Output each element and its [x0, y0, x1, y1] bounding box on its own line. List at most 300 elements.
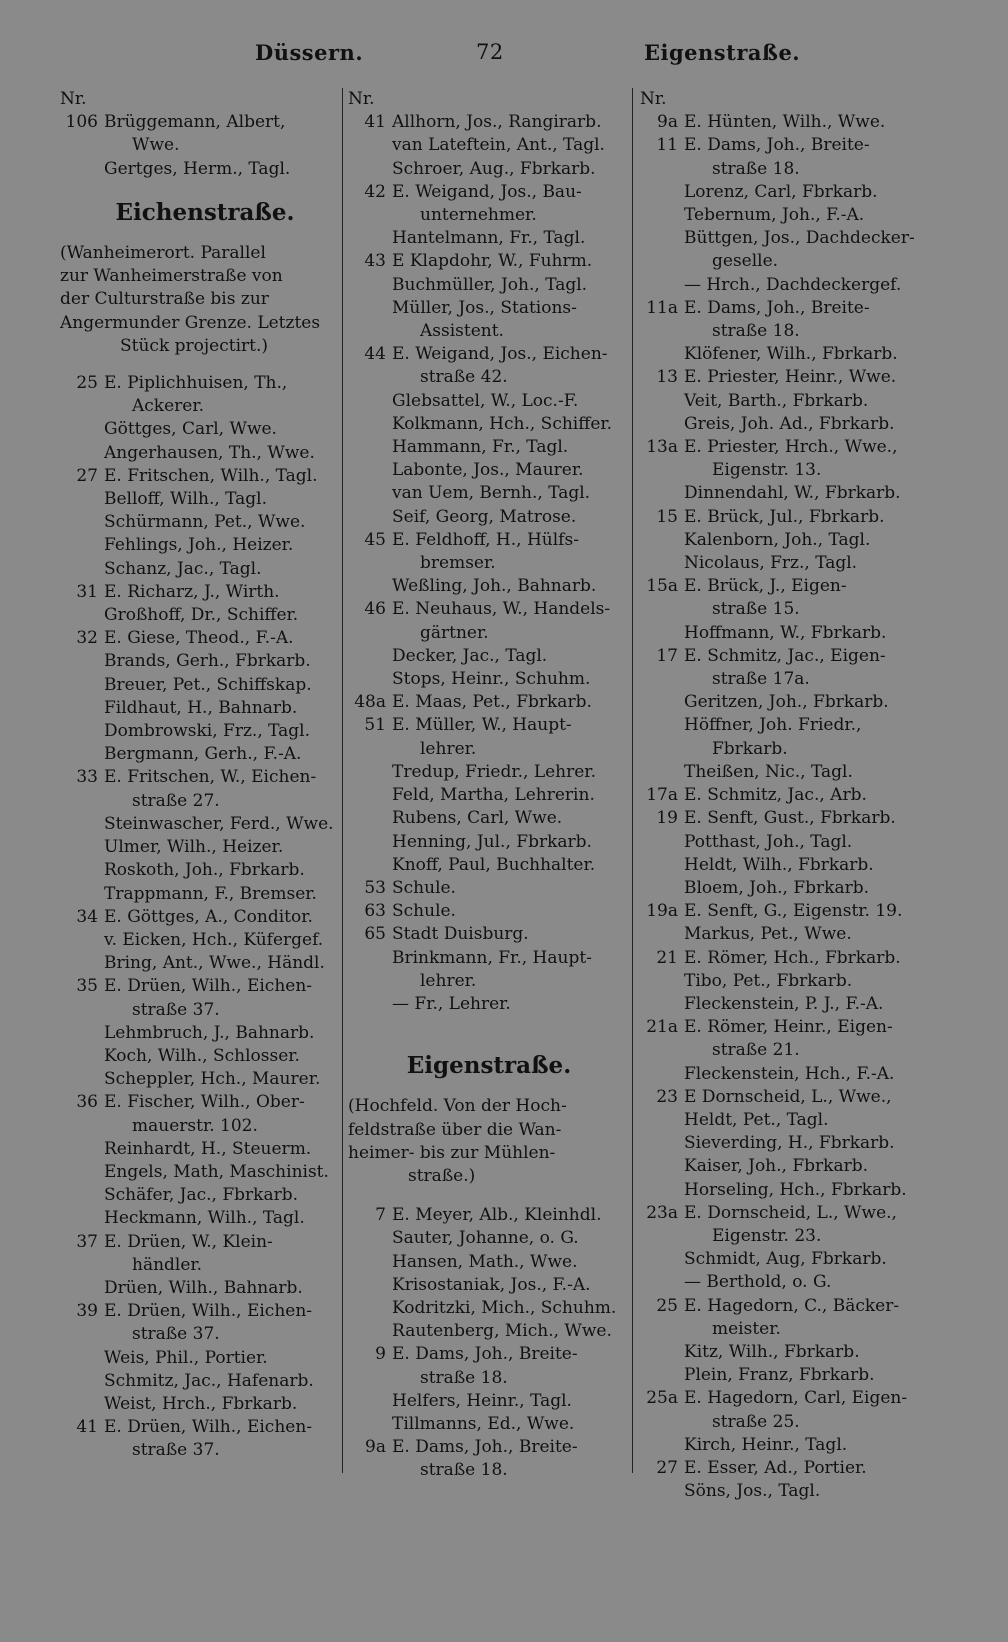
resident-text: Buchmüller, Joh., Tagl.: [392, 274, 588, 295]
house-number: 42: [364, 181, 386, 202]
house-number: [60, 813, 104, 836]
house-number: [640, 390, 684, 413]
resident-text: Lehmbruch, J., Bahnarb.: [104, 1022, 315, 1043]
house-number: [60, 488, 104, 511]
list-item: [348, 923, 630, 946]
house-number: [348, 506, 392, 529]
house-number: [348, 482, 392, 505]
list-item: [60, 790, 350, 813]
resident-text: E. Dams, Joh., Breite-: [392, 1344, 578, 1365]
list-item: [640, 506, 930, 529]
resident-text: Schürmann, Pet., Wwe.: [104, 512, 306, 533]
resident-text: Trappmann, F., Bremser.: [104, 883, 317, 904]
resident-text: Weist, Hrch., Fbrkarb.: [104, 1393, 298, 1414]
resident-text: — Hrch., Dachdeckergef.: [684, 274, 902, 295]
list-item: [60, 999, 350, 1022]
list-item: [348, 668, 630, 691]
resident-text: Brinkmann, Fr., Haupt-: [392, 947, 592, 968]
house-number: 27: [656, 1457, 678, 1478]
resident-text: Koch, Wilh., Schlosser.: [104, 1045, 300, 1066]
house-number: [348, 1274, 392, 1297]
list-item: [640, 714, 930, 737]
list-item: [60, 418, 350, 441]
resident-text: mauerstr. 102.: [132, 1115, 258, 1136]
resident-text: Ulmer, Wilh., Heizer.: [104, 837, 284, 858]
list-item: [348, 1459, 630, 1482]
resident-text: E. Schmitz, Jac., Arb.: [684, 785, 867, 806]
resident-text: Bloem, Joh., Fbrkarb.: [684, 877, 870, 898]
house-number: [640, 529, 684, 552]
resident-text: — Fr., Lehrer.: [392, 993, 511, 1014]
house-number: [348, 134, 392, 157]
resident-text: straße 27.: [132, 790, 220, 811]
house-number: [640, 343, 684, 366]
resident-text: E Klapdohr, W., Fuhrm.: [392, 251, 593, 272]
resident-text: Fehlings, Joh., Heizer.: [104, 535, 294, 556]
house-number: 15: [656, 506, 678, 527]
resident-text: Steinwascher, Ferd., Wwe.: [104, 813, 334, 834]
resident-text: Söns, Jos., Tagl.: [684, 1481, 821, 1502]
resident-text: E. Meyer, Alb., Kleinhdl.: [392, 1205, 602, 1226]
resident-text: Seif, Georg, Matrose.: [392, 506, 577, 527]
list-item: [640, 831, 930, 854]
house-number: [60, 511, 104, 534]
list-item: [348, 575, 630, 598]
list-item: [348, 436, 630, 459]
resident-text: E. Fischer, Wilh., Ober-: [104, 1092, 305, 1113]
house-number: [60, 134, 104, 157]
resident-text: Roskoth, Joh., Fbrkarb.: [104, 860, 305, 881]
list-item: [640, 1341, 930, 1364]
resident-text: Hantelmann, Fr., Tagl.: [392, 228, 586, 249]
house-number: [60, 1068, 104, 1091]
house-number: 33: [76, 767, 98, 788]
resident-text: Kirch, Heinr., Tagl.: [684, 1434, 848, 1455]
list-item: [60, 395, 350, 418]
list-item: [640, 227, 930, 250]
list-item: [348, 714, 630, 737]
list-item: [60, 558, 350, 581]
resident-text: van Uem, Bernh., Tagl.: [392, 483, 591, 504]
list-item: [640, 1039, 930, 1062]
resident-text: E. Drüen, Wilh., Eichen-: [104, 976, 313, 997]
list-item: [348, 993, 630, 1016]
list-item: [640, 1248, 930, 1271]
house-number: [348, 274, 392, 297]
resident-text: Kitz, Wilh., Fbrkarb.: [684, 1341, 860, 1362]
list-item: [60, 372, 350, 395]
column-2: [348, 88, 630, 1483]
house-number: 45: [364, 529, 386, 550]
list-item: [640, 993, 930, 1016]
list-item: [640, 204, 930, 227]
list-item: [60, 1347, 350, 1370]
list-item: [640, 274, 930, 297]
resident-text: Dinnendahl, W., Fbrkarb.: [684, 483, 901, 504]
house-number: [60, 442, 104, 465]
house-number: 41: [364, 112, 386, 133]
house-number: [60, 1184, 104, 1207]
house-number: [348, 645, 392, 668]
resident-text: unternehmer.: [420, 205, 537, 226]
list-item: [640, 1318, 930, 1341]
house-number: [348, 459, 392, 482]
house-number: [348, 1459, 392, 1482]
house-number: 34: [76, 906, 98, 927]
resident-text: straße 21.: [712, 1040, 800, 1061]
resident-text: händler.: [132, 1254, 203, 1275]
house-number: [348, 1227, 392, 1250]
resident-text: gärtner.: [420, 622, 489, 643]
list-item: [60, 111, 350, 134]
resident-text: Hansen, Math., Wwe.: [392, 1251, 578, 1272]
list-item: [60, 1323, 350, 1346]
resident-text: straße 17a.: [712, 669, 810, 690]
list-item: [348, 204, 630, 227]
resident-text: Göttges, Carl, Wwe.: [104, 419, 277, 440]
list-item: [640, 575, 930, 598]
house-number: [60, 697, 104, 720]
house-number: [640, 1039, 684, 1062]
house-number: 46: [364, 599, 386, 620]
resident-text: Theißen, Nic., Tagl.: [684, 761, 853, 782]
nr-label: Nr.: [640, 89, 667, 109]
house-number: 25: [656, 1295, 678, 1316]
list-item: [348, 111, 630, 134]
description-line: der Culturstraße bis zur: [60, 289, 269, 310]
resident-text: Potthast, Joh., Tagl.: [684, 831, 853, 852]
list-item: [348, 598, 630, 621]
resident-text: E. Müller, W., Haupt-: [392, 715, 572, 736]
house-number: [640, 227, 684, 250]
list-item: [640, 1364, 930, 1387]
list-item: [60, 743, 350, 766]
resident-text: Schule.: [392, 877, 456, 898]
house-number: [60, 883, 104, 906]
house-number: [60, 720, 104, 743]
house-number: [640, 738, 684, 761]
resident-text: Heldt, Pet., Tagl.: [684, 1109, 829, 1130]
entry-list: [348, 111, 630, 1016]
resident-text: straße 15.: [712, 599, 800, 620]
list-item: [348, 645, 630, 668]
resident-text: E. Dams, Joh., Breite-: [684, 135, 870, 156]
resident-text: Henning, Jul., Fbrkarb.: [392, 831, 592, 852]
list-item: [348, 529, 630, 552]
resident-text: E. Neuhaus, W., Handels-: [392, 599, 611, 620]
resident-text: E. Hünten, Wilh., Wwe.: [684, 112, 886, 133]
list-item: [640, 622, 930, 645]
resident-text: Eigenstr. 23.: [712, 1225, 822, 1246]
house-number: [640, 320, 684, 343]
list-item: [60, 1068, 350, 1091]
house-number: 19: [656, 808, 678, 829]
list-item: [640, 1434, 930, 1457]
house-number: [60, 859, 104, 882]
house-number: 19a: [646, 901, 678, 922]
resident-text: Kalenborn, Joh., Tagl.: [684, 529, 871, 550]
resident-text: Kodritzki, Mich., Schuhm.: [392, 1297, 617, 1318]
house-number: [640, 1341, 684, 1364]
resident-text: Labonte, Jos., Maurer.: [392, 460, 584, 481]
house-number: 36: [76, 1092, 98, 1113]
house-number: [640, 1318, 684, 1341]
house-number: [348, 413, 392, 436]
resident-text: Brüggemann, Albert,: [104, 112, 286, 133]
house-number: 21a: [646, 1017, 678, 1038]
house-number: [348, 552, 392, 575]
list-item: [640, 900, 930, 923]
resident-text: E. Weigand, Jos., Eichen-: [392, 344, 608, 365]
house-number: [640, 413, 684, 436]
resident-text: E. Drüen, W., Klein-: [104, 1231, 273, 1252]
house-number: [60, 1045, 104, 1068]
house-number: [60, 790, 104, 813]
house-number: 65: [364, 924, 386, 945]
resident-text: straße 18.: [420, 1367, 508, 1388]
nr-label: Nr.: [348, 89, 375, 109]
house-number: [60, 650, 104, 673]
resident-text: Belloff, Wilh., Tagl.: [104, 489, 268, 510]
list-item: [60, 766, 350, 789]
house-number: 32: [76, 628, 98, 649]
list-item: [348, 738, 630, 761]
resident-text: Fbrkarb.: [712, 738, 788, 759]
house-number: [60, 999, 104, 1022]
house-number: [348, 784, 392, 807]
resident-text: Veit, Barth., Fbrkarb.: [684, 390, 869, 411]
list-item: [640, 1109, 930, 1132]
list-item: [640, 1225, 930, 1248]
list-item: [640, 970, 930, 993]
list-item: [60, 534, 350, 557]
house-number: [348, 854, 392, 877]
house-number: [60, 418, 104, 441]
entry-list-2: [348, 1204, 630, 1482]
running-header-right: Eigenstraße.: [644, 40, 801, 65]
house-number: [640, 250, 684, 273]
list-item: [640, 807, 930, 830]
house-number: [348, 1367, 392, 1390]
house-number: [640, 158, 684, 181]
resident-text: E. Hagedorn, C., Bäcker-: [684, 1295, 900, 1316]
house-number: [640, 204, 684, 227]
house-number: 9: [375, 1344, 386, 1365]
house-number: [60, 158, 104, 181]
list-item: [348, 413, 630, 436]
resident-text: Büttgen, Jos., Dachdecker-: [684, 228, 915, 249]
resident-text: E Dornscheid, L., Wwe.,: [684, 1086, 892, 1107]
resident-text: Eigenstr. 13.: [712, 460, 822, 481]
list-item: [60, 836, 350, 859]
resident-text: E. Weigand, Jos., Bau-: [392, 181, 582, 202]
resident-text: E. Senft, Gust., Fbrkarb.: [684, 808, 896, 829]
resident-text: E. Maas, Pet., Fbrkarb.: [392, 692, 592, 713]
resident-text: straße 37.: [132, 1324, 220, 1345]
resident-text: Schmitz, Jac., Hafenarb.: [104, 1370, 314, 1391]
list-item: [60, 952, 350, 975]
list-item: [640, 1063, 930, 1086]
list-item: [640, 343, 930, 366]
house-number: 21: [656, 947, 678, 968]
house-number: [348, 831, 392, 854]
resident-text: lehrer.: [420, 738, 477, 759]
running-header-left: Düssern.: [255, 40, 364, 65]
list-item: [640, 413, 930, 436]
description-line: heimer- bis zur Mühlen-: [348, 1142, 556, 1163]
list-item: [640, 158, 930, 181]
list-item: [640, 923, 930, 946]
resident-text: Reinhardt, H., Steuerm.: [104, 1138, 312, 1159]
list-item: [640, 1016, 930, 1039]
house-number: [60, 1370, 104, 1393]
house-number: [348, 761, 392, 784]
resident-text: Rubens, Carl, Wwe.: [392, 808, 563, 829]
resident-text: Plein, Franz, Fbrkarb.: [684, 1365, 875, 1386]
list-item: [348, 297, 630, 320]
resident-text: Helfers, Heinr., Tagl.: [392, 1390, 572, 1411]
resident-text: E. Göttges, A., Conditor.: [104, 906, 313, 927]
house-number: 106: [65, 112, 98, 133]
house-number: [640, 459, 684, 482]
house-number: [60, 743, 104, 766]
resident-text: Bring, Ant., Wwe., Händl.: [104, 953, 325, 974]
resident-text: E. Fritschen, W., Eichen-: [104, 767, 317, 788]
house-number: 31: [76, 581, 98, 602]
list-item: [60, 1022, 350, 1045]
resident-text: straße 25.: [712, 1411, 800, 1432]
house-number: [640, 1155, 684, 1178]
house-number: [348, 807, 392, 830]
list-item: [348, 390, 630, 413]
resident-text: bremser.: [420, 553, 496, 574]
list-item: [640, 1457, 930, 1480]
resident-text: Höffner, Joh. Friedr.,: [684, 715, 862, 736]
list-item: [640, 691, 930, 714]
house-number: [640, 854, 684, 877]
resident-text: lehrer.: [420, 970, 477, 991]
resident-text: Dombrowski, Frz., Tagl.: [104, 721, 311, 742]
description-line: Angermunder Grenze. Letztes: [60, 312, 321, 333]
resident-text: — Berthold, o. G.: [684, 1272, 832, 1293]
resident-text: Krisostaniak, Jos., F.-A.: [392, 1274, 591, 1295]
resident-text: Weßling, Joh., Bahnarb.: [392, 576, 597, 597]
house-number: 25a: [646, 1388, 678, 1409]
resident-text: E. Brück, J., Eigen-: [684, 576, 847, 597]
list-item: [348, 1251, 630, 1274]
list-item: [60, 511, 350, 534]
list-item: [640, 598, 930, 621]
house-number: [640, 1364, 684, 1387]
house-number: [60, 1138, 104, 1161]
house-number: [60, 1277, 104, 1300]
list-item: [60, 1416, 350, 1439]
house-number: [348, 204, 392, 227]
house-number: [60, 674, 104, 697]
resident-text: straße 18.: [712, 321, 800, 342]
resident-text: straße 42.: [420, 367, 508, 388]
list-item: [60, 465, 350, 488]
description-line: (Wanheimerort. Parallel: [60, 243, 266, 264]
list-item: [60, 442, 350, 465]
resident-text: Tebernum, Joh., F.-A.: [684, 205, 865, 226]
house-number: 37: [76, 1231, 98, 1252]
house-number: [348, 668, 392, 691]
entry-list-top: [60, 111, 350, 181]
house-number: [640, 622, 684, 645]
list-item: [640, 1179, 930, 1202]
house-number: 23a: [646, 1202, 678, 1223]
list-item: [60, 1207, 350, 1230]
resident-text: straße 18.: [420, 1460, 508, 1481]
resident-text: Knoff, Paul, Buchhalter.: [392, 854, 596, 875]
list-item: [60, 158, 350, 181]
description-line: zur Wanheimerstraße von: [60, 266, 283, 287]
description-line: (Hochfeld. Von der Hoch-: [348, 1096, 567, 1117]
list-item: [348, 181, 630, 204]
list-item: [348, 784, 630, 807]
list-item: [348, 552, 630, 575]
house-number: [640, 1248, 684, 1271]
list-item: [348, 807, 630, 830]
resident-text: Gertges, Herm., Tagl.: [104, 158, 291, 179]
house-number: 13a: [646, 437, 678, 458]
list-item: [640, 320, 930, 343]
list-item: [640, 181, 930, 204]
resident-text: Breuer, Pet., Schiffskap.: [104, 674, 312, 695]
description-line: feldstraße über die Wan-: [348, 1119, 562, 1140]
resident-text: Schäfer, Jac., Fbrkarb.: [104, 1185, 299, 1206]
house-number: 43: [364, 251, 386, 272]
list-item: [640, 1387, 930, 1410]
resident-text: E. Priester, Heinr., Wwe.: [684, 367, 897, 388]
house-number: 41: [76, 1417, 98, 1438]
house-number: [60, 929, 104, 952]
resident-text: E. Piplichhuisen, Th.,: [104, 373, 288, 394]
list-item: [348, 1343, 630, 1366]
list-item: [640, 459, 930, 482]
resident-text: Stadt Duisburg.: [392, 924, 529, 945]
entry-list: [60, 372, 350, 1463]
house-number: [640, 1179, 684, 1202]
entry-list: [640, 111, 930, 1503]
house-number: 35: [76, 976, 98, 997]
list-item: [348, 274, 630, 297]
resident-text: E. Feldhoff, H., Hülfs-: [392, 529, 579, 550]
list-item: [60, 1045, 350, 1068]
house-number: [60, 1207, 104, 1230]
resident-text: Schroer, Aug., Fbrkarb.: [392, 158, 596, 179]
house-number: 44: [364, 344, 386, 365]
house-number: [640, 181, 684, 204]
house-number: [348, 1251, 392, 1274]
list-item: [348, 459, 630, 482]
house-number: [348, 158, 392, 181]
resident-text: E. Richarz, J., Wirth.: [104, 581, 280, 602]
resident-text: E. Hagedorn, Carl, Eigen-: [684, 1388, 908, 1409]
list-item: [60, 975, 350, 998]
list-item: [348, 227, 630, 250]
list-item: [60, 627, 350, 650]
list-item: [348, 1320, 630, 1343]
resident-text: straße 37.: [132, 999, 220, 1020]
list-item: [640, 668, 930, 691]
list-item: [348, 506, 630, 529]
resident-text: Bergmann, Gerh., F.-A.: [104, 744, 302, 765]
resident-text: E. Esser, Ad., Portier.: [684, 1457, 867, 1478]
street-title-eigenstrasse: Eigenstraße.: [406, 1052, 572, 1080]
resident-text: Kaiser, Joh., Fbrkarb.: [684, 1156, 868, 1177]
